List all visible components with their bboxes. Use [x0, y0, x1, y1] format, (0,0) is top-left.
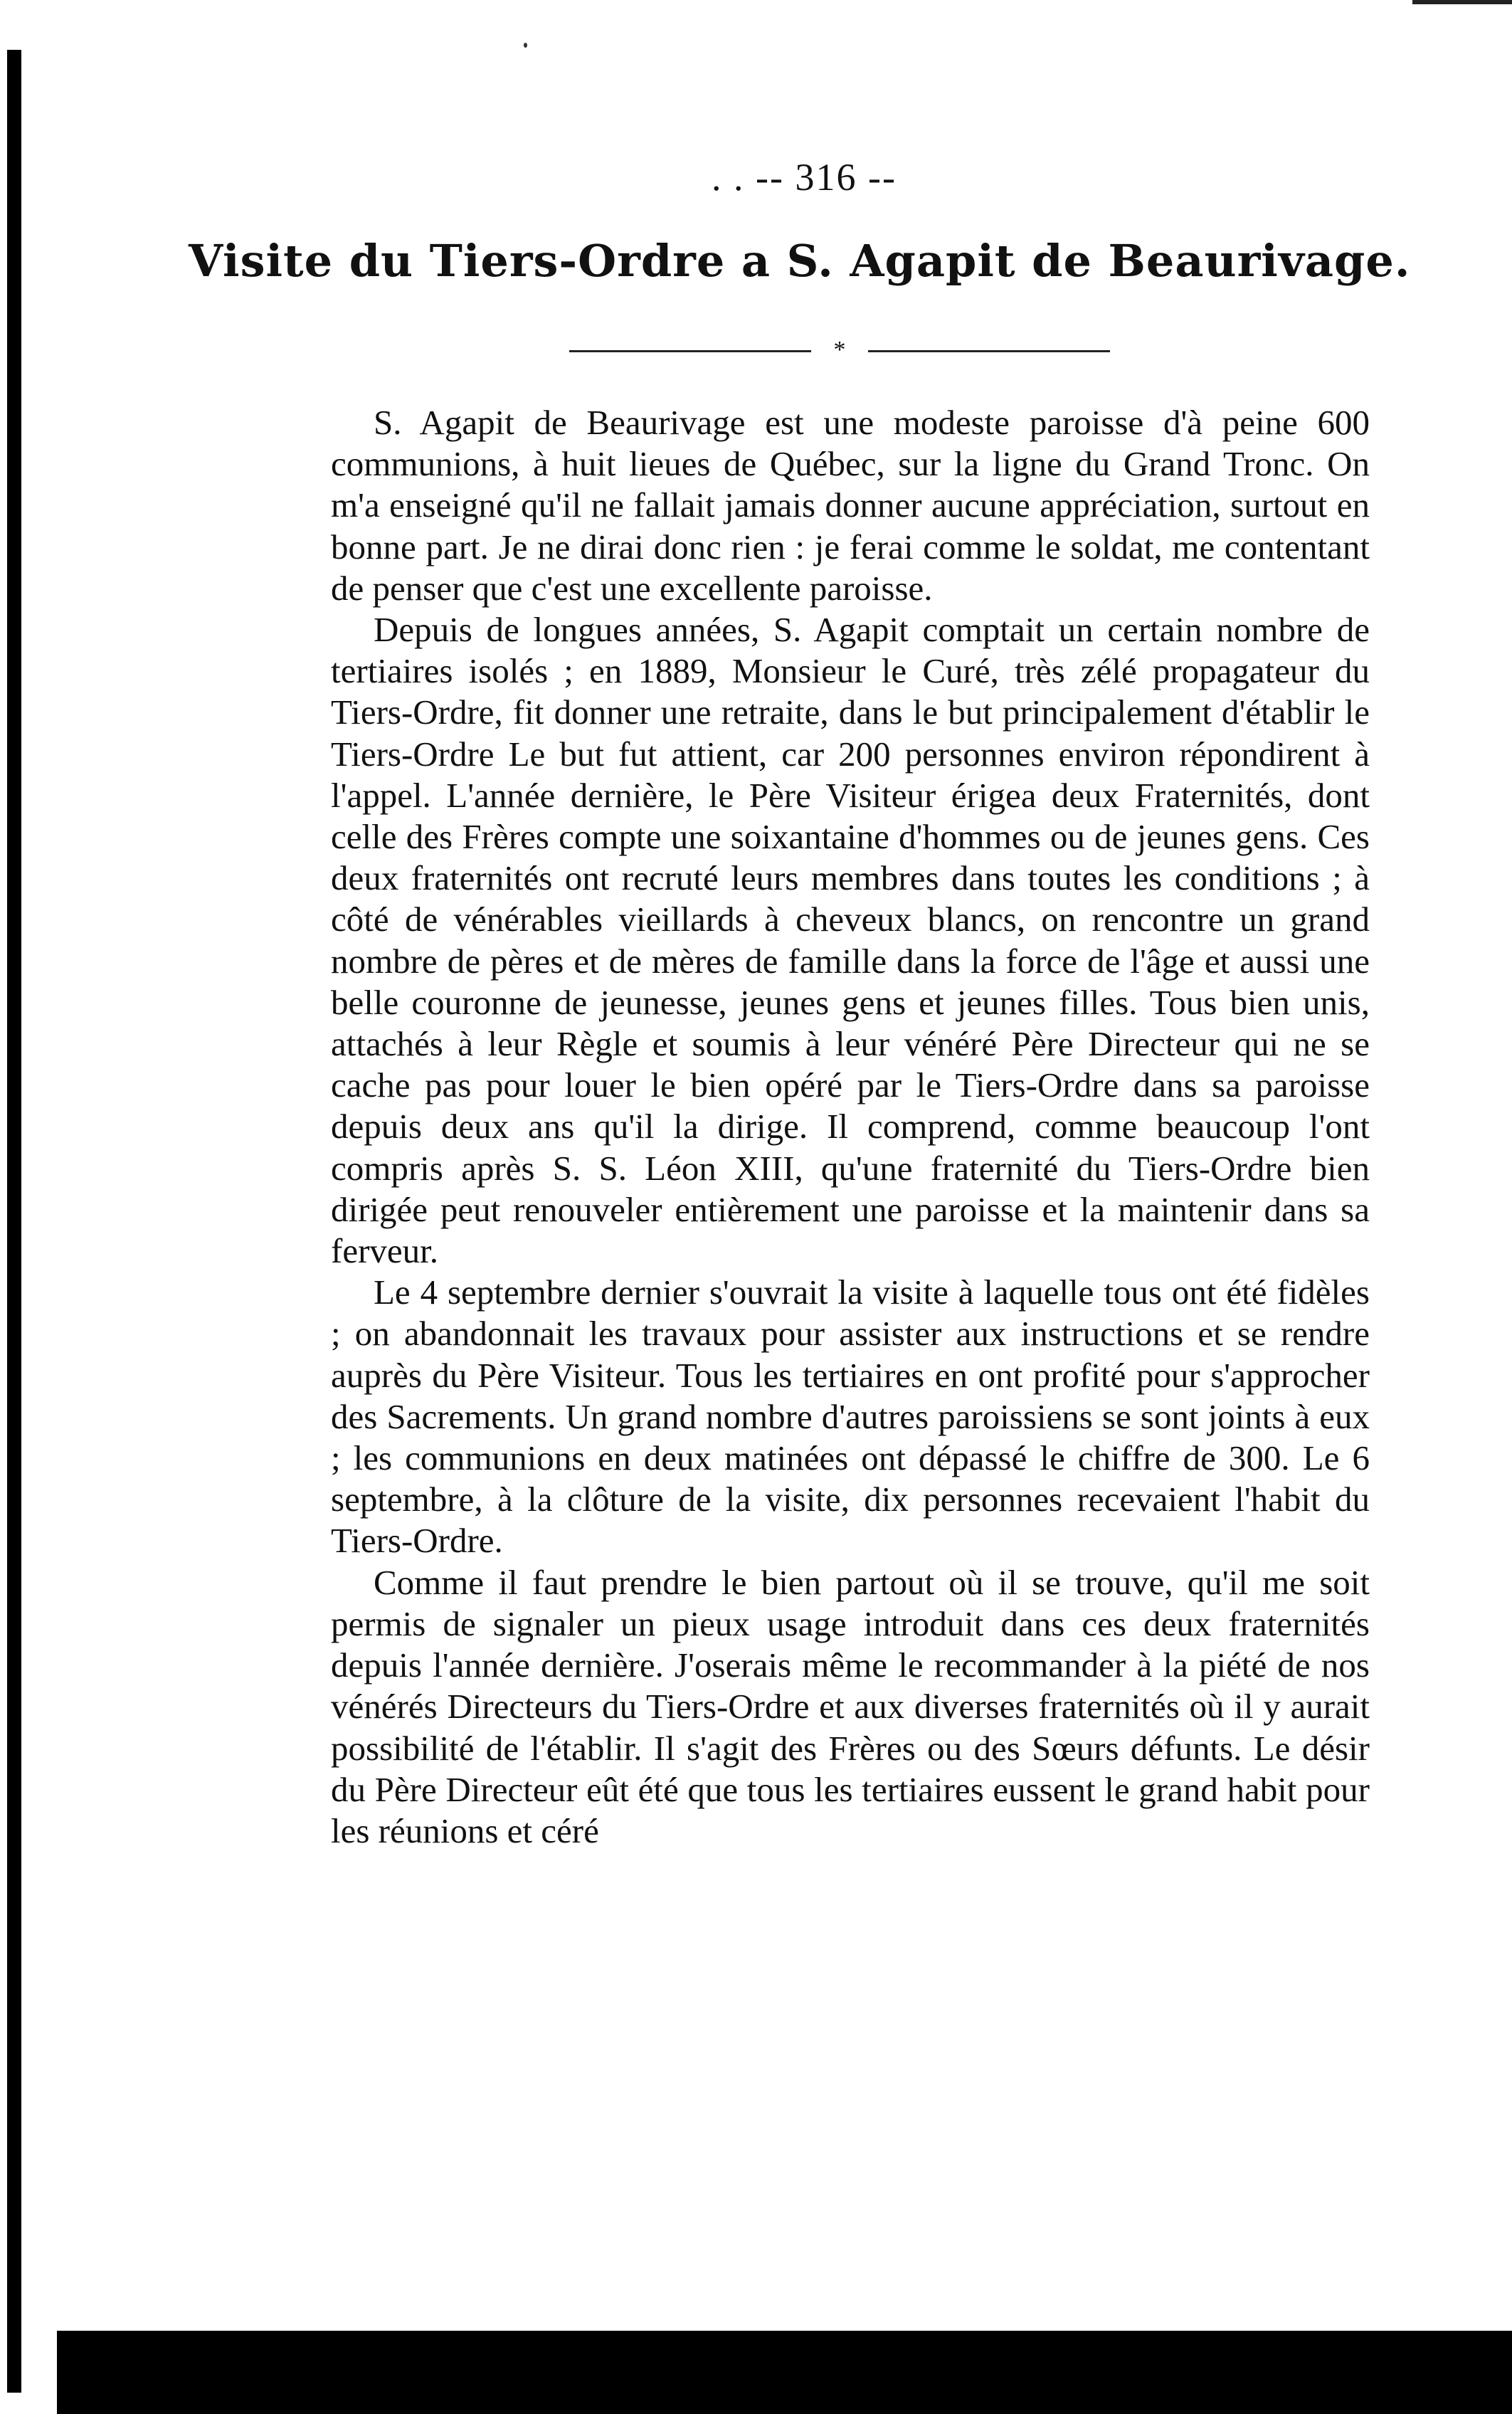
- title-separator: [569, 336, 1110, 364]
- page-title: Visite du Tiers-Ordre a S. Agapit de Beaurivage.: [189, 235, 1411, 287]
- scan-top-mark: [1412, 0, 1512, 4]
- paragraph: Depuis de longues années, S. Agapit comptait un certain nombre de tertiaires isolés ; en 1889, Monsieur le Curé, très zélé propagateur du Tiers-Ordre, fit donner une retraite, dans le but principalement d'établir le Tiers-Ordre Le but fut attient, car 200 personnes environ répondirent à l'appel. L'année dernière, le Père Visiteur érigea deux Fraternités, dont celle des Frères compte une soixantaine d'hommes ou de jeunes gens. Ces deux fraternités ont recruté leurs membres dans toutes les conditions ; à côté de vénérables vieillards à cheveux blancs, on rencontre un grand nombre de pères et de mères de famille dans la force de l'âge et aussi une belle couronne de jeunesse, jeunes gens et jeunes filles. Tous bien unis, attachés à leur Règle et soumis à leur vénéré Père Directeur qui ne se cache pas pour louer le bien opéré par le Tiers-Ordre dans sa paroisse depuis deux ans qu'il la dirige. Il comprend, comme beaucoup l'ont compris après S. S. Léon XIII, qu'une fraternité du Tiers-Ordre bien dirigée peut renouveler entièrement une paroisse et la maintenir dans sa ferveur.: [331, 610, 1370, 1271]
- article-body: [331, 402, 1370, 1852]
- paragraph: S. Agapit de Beaurivage est une modeste paroisse d'à peine 600 communions, à huit lieues de Québec, sur la ligne du Grand Tronc. On m'a enseigné qu'il ne fallait jamais donner aucune appréciation, surtout en bonne part. Je ne dirai donc rien : je ferai comme le soldat, me contentant de penser que c'est une excellente paroisse.: [331, 403, 1370, 608]
- paragraph: Comme il faut prendre le bien partout où il se trouve, qu'il me soit permis de signaler un pieux usage introduit dans ces deux fraternités depuis l'année dernière. J'oserais même le recommander à la piété de nos vénérés Directeurs du Tiers-Ordre et aux diverses fraternités où il y aurait possibilité de l'établir. Il s'agit des Frères ou des Sœurs défunts. Le désir du Père Directeur eût été que tous les tertiaires eussent le grand habit pour les réunions et céré: [331, 1562, 1370, 1850]
- scan-bottom-border: [57, 2331, 1512, 2414]
- scan-speck: [524, 43, 527, 48]
- separator-line-left: [569, 350, 811, 352]
- scan-left-border: [7, 50, 21, 2393]
- separator-ornament-icon: *: [833, 337, 846, 363]
- separator-line-right: [868, 350, 1110, 352]
- paragraph: Le 4 septembre dernier s'ouvrait la visite à laquelle tous ont été fidèles ; on abandonnait les travaux pour assister aux instructions et se rendre auprès du Père Visiteur. Tous les tertiaires en ont profité pour s'approcher des Sacrements. Un grand nombre d'autres paroissiens se sont joints à eux ; les communions en deux matinées ont dépassé le chiffre de 300. Le 6 septembre, à la clôture de la visite, dix personnes recevaient l'habit du Tiers-Ordre.: [331, 1272, 1370, 1561]
- page-number: . . -- 316 --: [712, 156, 897, 199]
